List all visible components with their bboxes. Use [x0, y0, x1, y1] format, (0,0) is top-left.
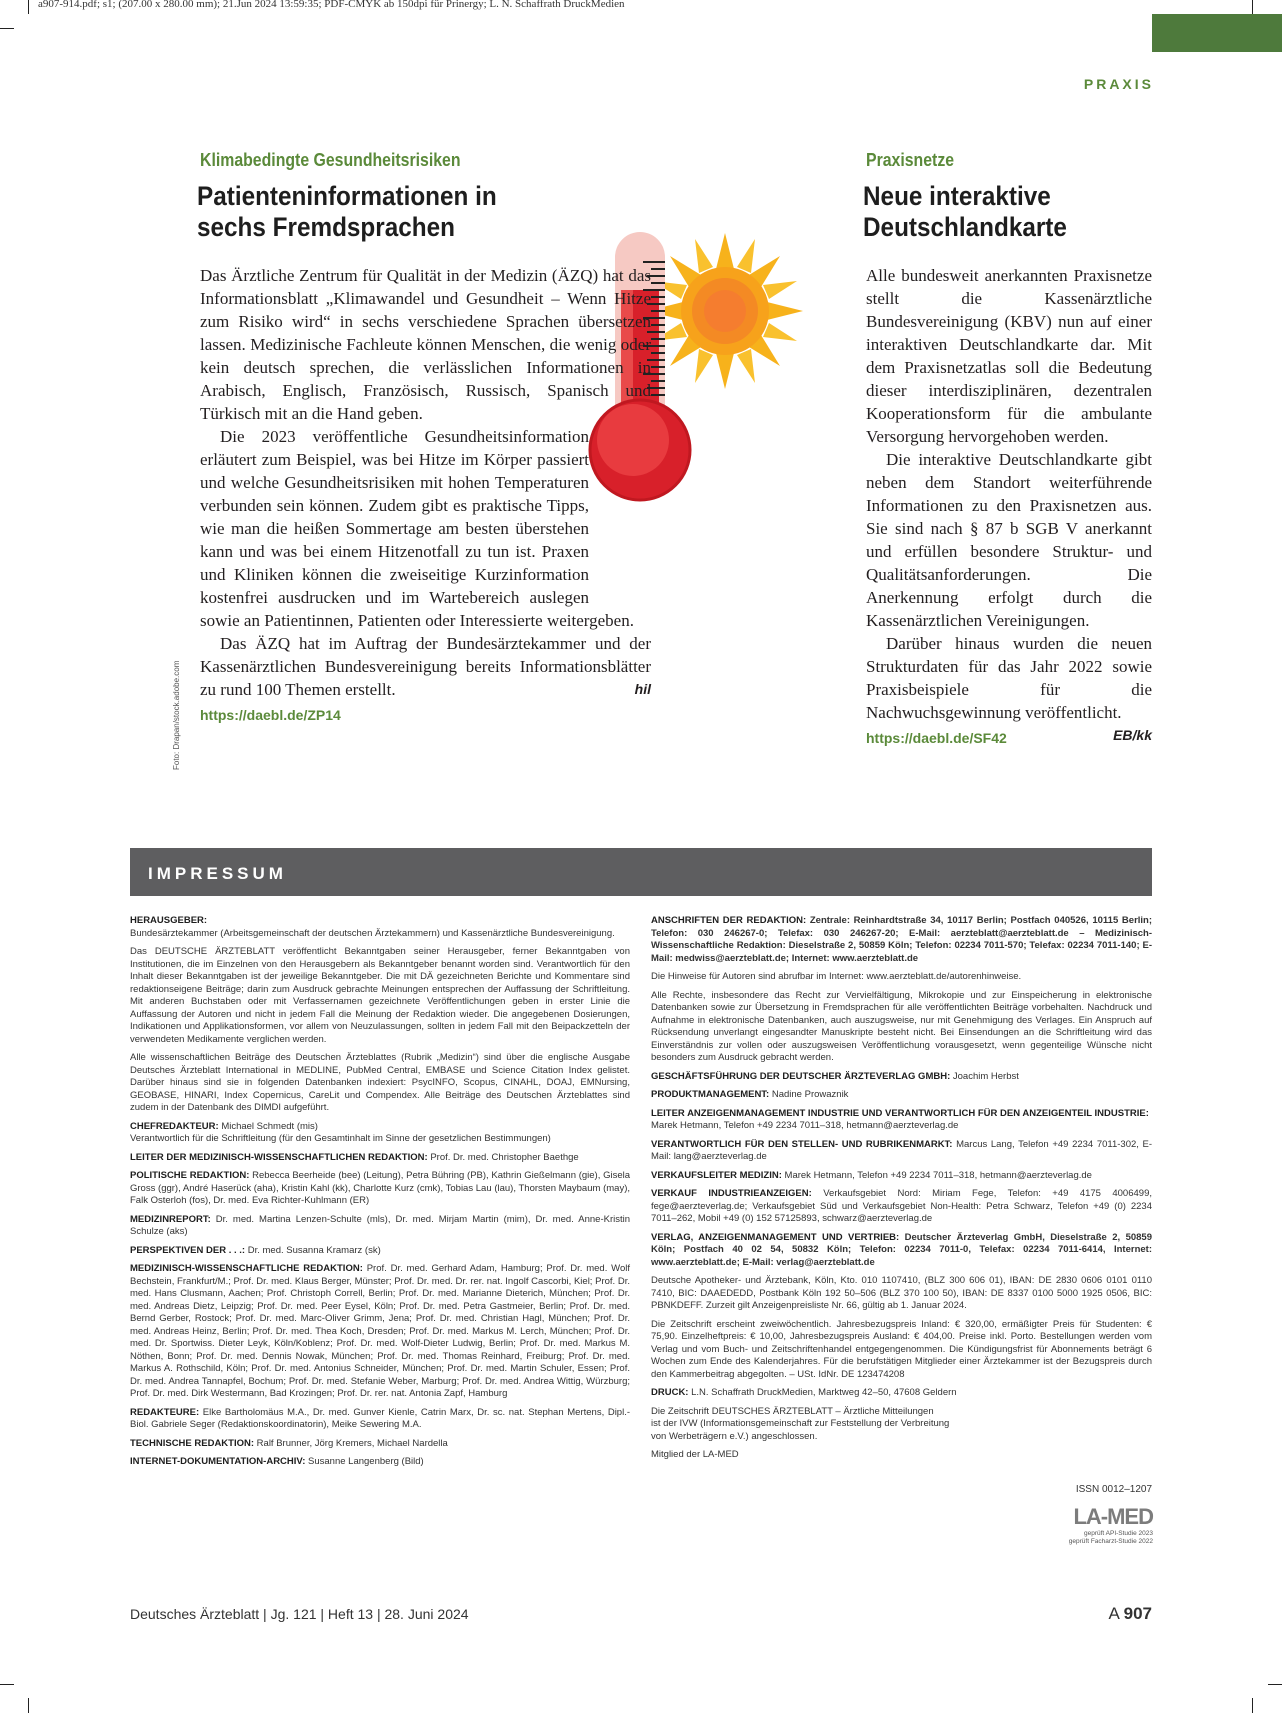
impressum-label: GESCHÄFTSFÜHRUNG DER DEUTSCHER ÄRZTEVERLAG GMBH:: [651, 1070, 951, 1082]
paragraph: Das ÄZQ hat im Auftrag der Bundesärztekammer und der Kassenärztlichen Bundesvereinigung bereits Informationsblätter zu rund 100 Themen erstellt. hil: [200, 634, 651, 699]
impressum-label: PRODUKTMANAGEMENT:: [651, 1089, 770, 1100]
impressum-text: Marcus Lang, Telefon +49 2234 7011-302, E-Mail: lang@aerzteverlag.de: [651, 1138, 1153, 1162]
impressum-entry: [130, 1456, 630, 1469]
impressum-text: Deutscher Ärzteverlag GmbH, Dieselstraße 2, 50859 Köln; Postfach 40 02 54, 50832 Köln; Telefon: 02234 7011-0, Telefax: 02234 7011-6414, Internet: www.aerzteblatt.de; E-Mail: verlag@aerzteblatt.de: [651, 1231, 1152, 1268]
impressum-text: Rebecca Beerheide (bee) (Leitung), Petra Bühring (PB), Kathrin Gießelmann (gie), Gisela Gross (ggr), André Haserück (aha), Kristin Kahl (kk), Charlotte Kurz (cmk), Tobias Lau (lau), Thorsten Maybaum (may), Falk Osterloh (fos), Dr. med. Eva Richter-Kuhlmann (ER): [130, 1170, 630, 1206]
lamed-seal: [1058, 1504, 1153, 1546]
article-headline: Patienteninformationen in sechs Fremdsprachen: [197, 181, 497, 242]
impressum-label: VERKAUF INDUSTRIEANZEIGEN:: [651, 1188, 812, 1199]
impressum-entry: [130, 1170, 630, 1208]
impressum-column-left: [130, 915, 630, 1475]
author-signature: hil: [634, 681, 651, 697]
impressum-label: ANSCHRIFTEN DER REDAKTION:: [651, 915, 807, 926]
lamed-logo: LA-MED: [1073, 1504, 1153, 1529]
impressum-text: Dr. med. Martina Lenzen-Schulte (mls), Dr. med. Mirjam Martin (mim), Dr. med. Anne-Kristin Schulze (aks): [130, 1213, 631, 1237]
section-label: PRAXIS: [1083, 76, 1154, 92]
article-body: [866, 264, 1152, 750]
impressum-text: Prof. Dr. med. Gerhard Adam, Hamburg; Prof. Dr. med. Wolf Bechstein, Frankfurt/M.; Prof. Dr. med. Klaus Berger, Münster; Prof. Dr. med. Dr. rer. nat. Ingolf Cascorbi, Kiel; Prof. Dr. med. Hans Clusmann, Aachen; Prof. Christoph Correll, Berlin; Prof. Dr. med. Marianne Dieterich, München; Prof. Dr. med. Andreas Dietz, Leipzig; Prof. Dr. med. Peer Eysel, Köln; Prof. Dr. med. Petra Gastmeier, Berlin; Prof. Dr. med. Bernd Gerber, Rostock; Prof. Dr. med. Marc-Oliver Grimm, Jena; Prof. Dr. med. Christian Hagl, München; Prof. Dr. med. Andreas Heinz, Berlin; Prof. Dr. med. Thea Koch, Dresden; Prof. Dr. med. Markus M. Lerch, München; Prof. Dr. med. Dr. Sportwiss. Dieter Leyk, Köln/Koblenz; Prof. Dr. med. Wolf-Dieter Ludwig, Berlin; Prof. Dr. med. Markus M. Nöthen, Bonn; Prof. Dr. med. Dennis Nowak, München; Prof. Dr. med. Thomas Reinhard, Freiburg; Prof. Dr. med. Markus A. Rothschild, Köln; Prof. Dr. med. Antonius Schneider, München; Prof. Dr. med. Martin Schuler, Essen; Prof. Dr. med. Andrea Tannapfel, Bochum; Prof. Dr. med. Stefanie Weber, Marburg; Prof. Dr. med. Andrea Wittig, Würzburg; Prof. Dr. med. Dirk Westermann, Bad Krozingen; Prof. Dr. rer. nat. Antonia Zapf, Hamburg: [130, 1263, 630, 1399]
impressum-label: VERANTWORTLICH FÜR DEN STELLEN- UND RUBRIKENMARKT:: [651, 1138, 953, 1150]
photo-credit: Foto: Drapan/stock.adobe.com: [172, 660, 181, 770]
impressum-entry: [651, 1071, 1152, 1084]
impressum-label: POLITISCHE REDAKTION:: [130, 1170, 250, 1181]
impressum-text: Nadine Prowaznik: [771, 1089, 849, 1100]
impressum-text: Die Zeitschrift DEUTSCHES ÄRZTEBLATT – Ärztliche Mitteilungen ist der IVW (Informationsgemeinschaft zur Feststellung der Verbreitung von Werbeträgern e.V.) angeschlossen.: [651, 1405, 950, 1442]
paragraph: Das Ärztliche Zentrum für Qualität in der Medizin (ÄZQ) hat das Informationsblatt „Klimawandel und Gesundheit – Wenn Hitze zum Risiko wird“ in sechs verschiedene Sprachen übersetzen lassen. Medizinische Fachleute können Menschen, die wenig oder kein deutsch sprechen, die verlässlichen Informationen in Arabisch, Englisch, Französisch, Russisch, Spanisch und Türkisch mit an die Hand geben.: [200, 266, 651, 423]
impressum-text: Die Zeitschrift erscheint zweiwöchentlich. Jahresbezugspreis Inland: € 320,00, ermäßigter Preis für Studenten: € 75,90. Einzelheftpreis: € 10,00, Jahresbezugspreis Ausland: € 404,00. Preise inkl. Porto. Bestellungen werden vom Verlag und vom Buch- und Zeitschriftenhandel entgegengenommen. Die Kündigungsfrist für Abonnements beträgt 6 Wochen zum Ende des Kalenderjahres. Für die berufstätigen Mitglieder einer Ärztekammer ist der Bezugspreis durch den Kammerbeitrag abgegolten. – USt. IdNr. DE 123474208: [651, 1318, 1152, 1380]
paragraph: Die interaktive Deutschlandkarte gibt neben dem Standort weiterführende Informationen zu den Praxisnetzen aus. Sie sind nach § 87 b SGB V anerkannt und erfüllen besondere Struktur- und Qualitätsanforderungen. Die Anerkennung erfolgt durch die Kassenärztlichen Vereinigungen.: [866, 450, 1152, 630]
impressum-text: Bundesärztekammer (Arbeitsgemeinschaft der deutschen Ärztekammern) und Kassenärztliche Bundesvereinigung.: [130, 927, 615, 939]
impressum-label: CHEFREDAKTEUR:: [130, 1120, 219, 1132]
impressum-entry: [651, 1170, 1152, 1183]
impressum-label: LEITER DER MEDIZINISCH-WISSENSCHAFTLICHEN REDAKTION:: [130, 1151, 428, 1163]
impressum-text: Das DEUTSCHE ÄRZTEBLATT veröffentlicht Bekanntgaben seiner Herausgeber, ferner Bekanntgaben von Institutionen, die im Einzelnen von den Herausgebern als Bekanntgeber benannt worden sind. Verantwortlich für den Inhalt dieser Bekanntgaben ist der jeweilige Bekanntgeber. Die mit DÄ gezeichneten Berichte und Kommentare sind redaktionseigene Beiträge; darin zum Ausdruck gebrachte Meinungen entsprechen der Auffassung der Schriftleitung. Mit anderen Buchstaben oder mit Verfassernamen gezeichnete Veröffentlichungen geben in erster Linie die Auffassung der Autoren und nicht in jedem Fall die Meinung der Redaktion wieder. Die angegebenen Dosierungen, Indikationen und Applikationsformen, vor allem von Neuzulassungen, sollten in jedem Fall mit den Beipackzetteln der verwendeten Medikamente verglichen werden.: [130, 946, 630, 1045]
impressum-entry: [651, 1387, 1152, 1400]
impressum-text: Marek Hetmann, Telefon +49 2234 7011–318, hetmann@aerzteverlag.de: [784, 1169, 1092, 1181]
impressum-entry: [651, 1139, 1152, 1164]
crop-mark: [0, 28, 14, 29]
article-kicker: Praxisnetze: [866, 150, 955, 170]
paragraph: Darüber hinaus wurden die neuen Strukturdaten für das Jahr 2022 sowie Praxisbeispiele für die Nachwuchsgewinnung veröffentlicht. EB/kk: [866, 632, 1152, 724]
impressum-entry: [130, 915, 630, 940]
paragraph: Alle bundesweit anerkannten Praxisnetze stellt die Kassenärztliche Bundesvereinigung (KBV) nun auf einer interaktiven Deutschlandkarte dar. Mit dem Praxisnetzatlas soll die Bedeutung dieser interdisziplinären, dezentralen Kooperationsform für die ambulante Versorgung hervorgehoben werden.: [866, 266, 1152, 446]
impressum-text: Prof. Dr. med. Christopher Baethge: [430, 1151, 579, 1163]
crop-mark: [1252, 0, 1253, 14]
impressum-entry: [130, 1152, 630, 1165]
impressum-text: Michael Schmedt (mis) Verantwortlich für die Schriftleitung (für den Gesamtinhalt im Sinne der gesetzlichen Bestimmungen): [130, 1120, 551, 1144]
impressum-label: LEITER ANZEIGENMANAGEMENT INDUSTRIE UND VERANTWORTLICH FÜR DEN ANZEIGENTEIL INDUSTRIE:: [651, 1107, 1149, 1119]
impressum-entry: [130, 1214, 630, 1239]
page-number: A 907: [1108, 1604, 1152, 1623]
article-headline: Neue interaktive Deutschlandkarte: [863, 181, 1067, 242]
lamed-note: geprüft API-Studie 2023: [1083, 1530, 1153, 1537]
issn: ISSN 0012–1207: [1075, 1484, 1152, 1495]
impressum-text: Susanne Langenberg (Bild): [308, 1456, 424, 1467]
impressum-text: Dr. med. Susanna Kramarz (sk): [247, 1244, 381, 1256]
impressum-text: Mitglied der LA-MED: [651, 1449, 739, 1460]
impressum-entry: [651, 1275, 1152, 1313]
crop-mark: [0, 1684, 14, 1685]
impressum-text: Deutsche Apotheker- und Ärztebank, Köln, Kto. 010 1107410, (BLZ 300 606 01), IBAN: DE 2830 0606 0101 0110 7410, BIC: DAAEDEDD, Postbank Köln 192 50–506 (BLZ 370 100 50), IBAN: DE 8337 0100 5000 1925 0506, BIC: PBNKDEFF. Zurzeit gilt Anzeigenpreisliste Nr. 66, gültig ab 1. Januar 2024.: [651, 1275, 1152, 1311]
impressum-text: Verkaufsgebiet Nord: Miriam Fege, Telefon: +49 4175 4006499, fege@aerzteverlag.de; Verkaufsgebiet Süd und Verkaufsgebiet Non-Health: Petra Schwarz, Telefon +49 (0) 2234 7011–262, Mobil +49 (0) 152 57125893, schwarz@aerzteverlag.de: [651, 1188, 1152, 1224]
paragraph: Die 2023 veröffentliche Gesundheitsinformation erläutert zum Beispiel, was bei Hitze im Körper passiert und welche Gesundheitsrisiken mit hohen Temperaturen verbunden sein können. Zudem gibt es praktische Tipps, wie man die heißen Sommertage am besten überstehen kann und was bei einem Hitzenotfall zu tun ist. Praxen und Kliniken können die zweiseitige Kurzinformation kostenfrei ausdrucken und im Wartebereich auslegen sowie an Patientinnen, Patienten oder Interessierte weitergeben.: [200, 427, 634, 630]
impressum-text: Elke Bartholomäus M.A., Dr. med. Gunver Kienle, Catrin Marx, Dr. sc. nat. Stephan Mertens, Dipl.-Biol. Gabriele Seger (Redaktionskoordinatorin), Meike Sewering M.A.: [130, 1406, 630, 1430]
impressum-entry: [651, 1449, 1152, 1462]
impressum-entry: [651, 1188, 1152, 1226]
impressum-entry: [651, 1319, 1152, 1382]
impressum-title: IMPRESSUM: [148, 864, 287, 883]
impressum-text: Alle Rechte, insbesondere das Recht zur Vervielfältigung, Mikrokopie und zur Einspeicherung in elektronische Datenbanken sowie zur Übersetzung in Fremdsprachen für alle veröffentlichten Beiträge vorbehalten. Nachdruck und Aufnahme in elektronische Datenbanken, auch auszugsweise, nur mit Genehmigung des Verlages. Ein Anspruch auf Rücksendung unverlangt eingesandter Manuskripte besteht nicht. Bei Einsendungen an die Schriftleitung wird das Einverständnis zur vollen oder auszugsweisen Veröffentlichung vorausgesetzt, wenn gegenteilige Wünsche nicht besonders zum Ausdruck gebracht werden.: [651, 989, 1152, 1063]
impressum-entry: [651, 1232, 1152, 1270]
journal-citation: Deutsches Ärzteblatt | Jg. 121 | Heft 13 | 28. Juni 2024: [130, 1606, 469, 1622]
impressum-entry: [651, 1406, 1152, 1444]
impressum-entry: [130, 1245, 630, 1258]
impressum-text: Joachim Herbst: [952, 1070, 1019, 1082]
impressum-label: DRUCK:: [651, 1387, 689, 1398]
lamed-note: geprüft Facharzt-Studie 2022: [1068, 1538, 1153, 1545]
article-kicker: Klimabedingte Gesundheitsrisiken: [200, 150, 461, 170]
impressum-entry: [651, 915, 1152, 965]
article-body: [200, 264, 651, 727]
crop-mark: [1252, 1698, 1253, 1713]
article-link[interactable]: https://daebl.de/SF42: [866, 730, 1007, 746]
impressum-column-right: [651, 915, 1152, 1468]
article-link[interactable]: https://daebl.de/ZP14: [200, 707, 341, 723]
impressum-label: REDAKTEURE:: [130, 1406, 200, 1418]
impressum-entry: [651, 971, 1152, 984]
impressum-entry: [130, 946, 630, 1046]
impressum-entry: [130, 1052, 630, 1115]
impressum-entry: [130, 1438, 630, 1451]
impressum-label: VERLAG, ANZEIGENMANAGEMENT UND VERTRIEB:: [651, 1231, 900, 1243]
print-info: a907-914.pdf; s1; (207.00 x 280.00 mm); 21.Jun 2024 13:59:35; PDF-CMYK ab 150dpi für Prinergy; L. N. Schaffrath DruckMedien: [38, 0, 625, 10]
crop-mark: [28, 0, 29, 14]
impressum-text: Die Hinweise für Autoren sind abrufbar im Internet: www.aerzteblatt.de/autorenhinweise.: [651, 971, 1022, 982]
impressum-label: INTERNET-DOKUMENTATION-ARCHIV:: [130, 1456, 306, 1467]
impressum-label: PERSPEKTIVEN DER . . .:: [130, 1244, 246, 1256]
impressum-label: HERAUSGEBER:: [130, 915, 208, 926]
impressum-entry: [651, 1108, 1152, 1133]
impressum-text: Zentrale: Reinhardtstraße 34, 10117 Berlin; Postfach 040526, 10115 Berlin; Telefon: 030 246267-0; Telefax: 030 246267-20; E-Mail: aerzteblatt@aerzteblatt.de – Medizinisch-Wissenschaftliche Redaktion: Dieselstraße 2, 50859 Köln; Telefon: 02234 7011-570; Telefax: 02234 7011-140; E-Mail: medwiss@aerzteblatt.de; Internet: www.aerzteblatt.de: [651, 915, 1153, 964]
crop-mark: [28, 1698, 29, 1713]
impressum-label: TECHNISCHE REDAKTION:: [130, 1437, 255, 1449]
impressum-label: MEDIZINISCH-WISSENSCHAFTLICHE REDAKTION:: [130, 1263, 363, 1274]
impressum-text: Marek Hetmann, Telefon +49 2234 7011–318, hetmann@aerzteverlag.de: [651, 1120, 959, 1131]
author-signature: EB/kk: [1113, 727, 1152, 743]
impressum-text: Alle wissenschaftlichen Beiträge des Deutschen Ärzteblattes (Rubrik „Medizin“) sind über die englische Ausgabe Deutsches Ärzteblatt International in MEDLINE, PubMed Central, EMBASE und Science Citation Index gelistet. Darüber hinaus sind sie in folgenden Datenbanken indexiert: PsycINFO, Scopus, CINAHL, DOAJ, EMNursing, GEOBASE, HINARI, Index Copernicus, CareLit und Compendex. Alle Beiträge des Deutschen Ärzteblattes sind zudem in der Datenbank des DIMDI aufgeführt.: [130, 1052, 630, 1113]
section-color-block: [1152, 14, 1282, 52]
impressum-text: L.N. Schaffrath DruckMedien, Marktweg 42–50, 47608 Geldern: [691, 1387, 957, 1398]
impressum-entry: [130, 1263, 630, 1401]
impressum-label: MEDIZINREPORT:: [130, 1213, 211, 1225]
crop-mark: [1268, 1684, 1282, 1685]
impressum-entry: [130, 1407, 630, 1432]
impressum-text: Ralf Brunner, Jörg Kremers, Michael Nardella: [256, 1437, 448, 1449]
impressum-label: VERKAUFSLEITER MEDIZIN:: [651, 1169, 782, 1181]
impressum-entry: [651, 1089, 1152, 1102]
impressum-entry: [651, 990, 1152, 1065]
impressum-entry: [130, 1121, 630, 1146]
